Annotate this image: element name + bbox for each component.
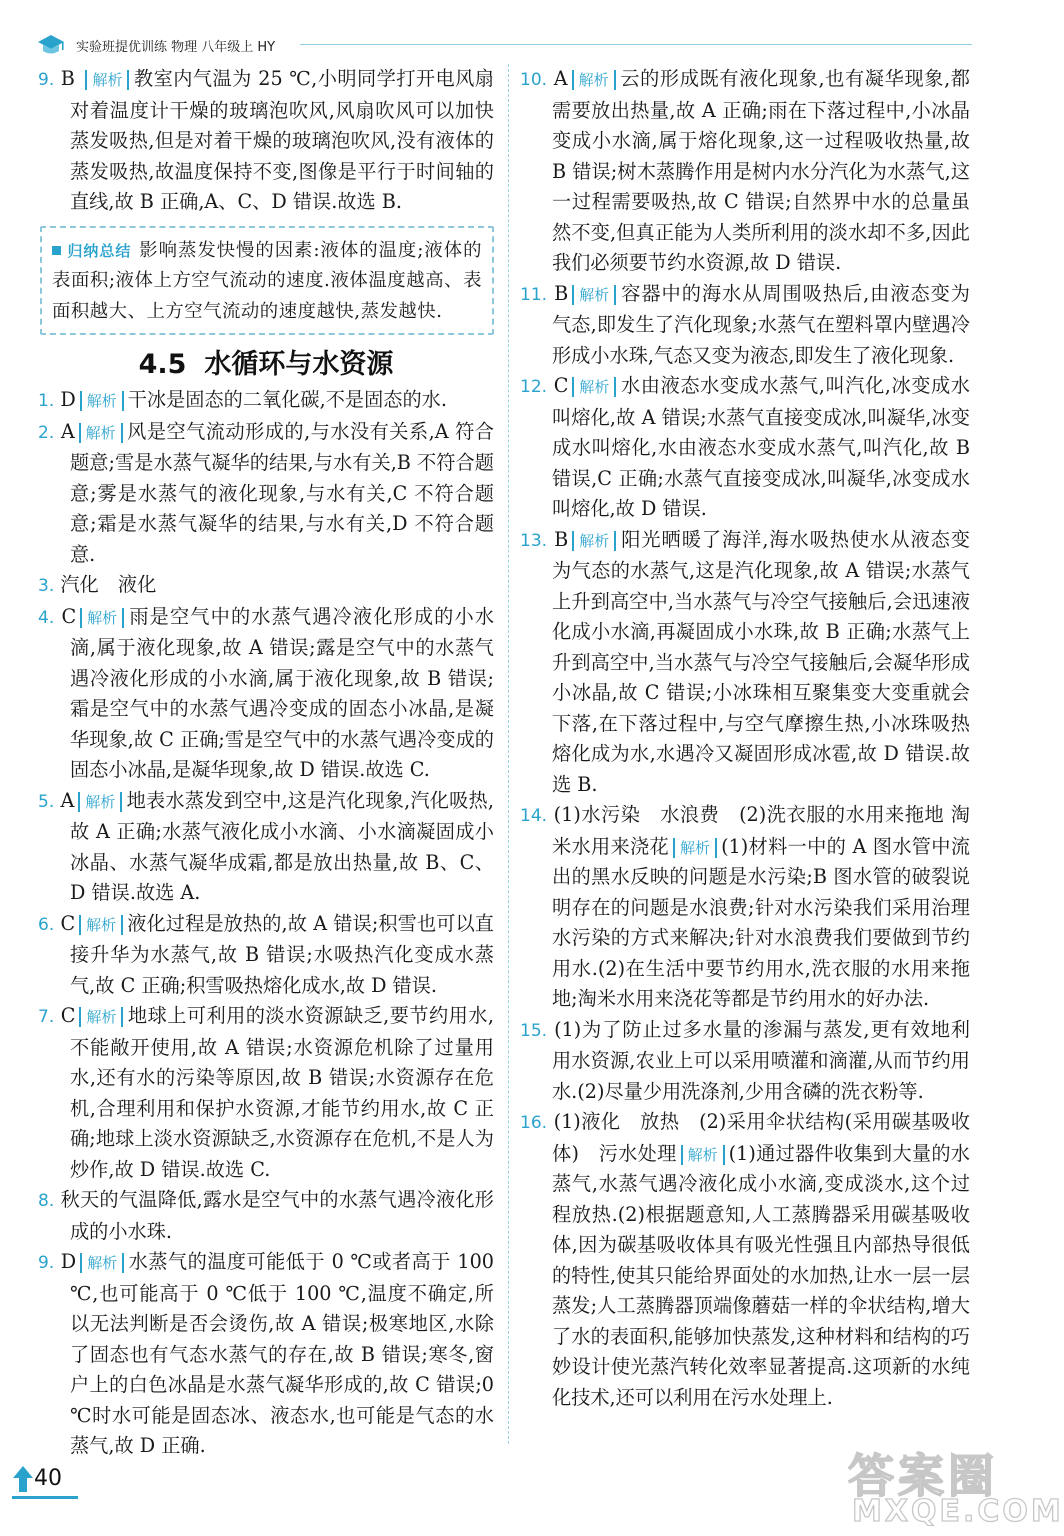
item-answer: B (554, 527, 569, 551)
item-answer: A (60, 788, 75, 812)
item-number: 6. (38, 914, 55, 935)
left-answer-list (38, 385, 494, 1462)
item-number: 14. (520, 806, 548, 826)
answer-item (38, 1185, 494, 1247)
analysis-tag: 解析 (80, 391, 124, 411)
page-number-text: 40 (34, 1466, 62, 1491)
page-arrow-icon (12, 1464, 34, 1494)
page-number (12, 1462, 76, 1498)
analysis-tag: 解析 (572, 285, 616, 305)
analysis-tag: 解析 (80, 1253, 124, 1273)
item-answer: B (554, 281, 569, 305)
answer-item (38, 909, 494, 1002)
answer-item (520, 1015, 970, 1108)
watermark (838, 1440, 1064, 1530)
analysis-tag: 解析 (572, 377, 616, 397)
answer-item (38, 385, 494, 417)
watermark-url: MXQE.COM (852, 1494, 1064, 1529)
item-answer: (1)为了防止过多水量的渗漏与蒸发,更有效地利用水资源,农业上可以采用喷灌和滴灌,从而节约用水.(2)尽量少用洗涤剂,少用含磷的洗衣粉等. (552, 1017, 970, 1103)
item-explanation: 教室内气温为 25 ℃,小明同学打开电风扇对着温度计干燥的玻璃泡吹风,风扇吹风可以加快蒸发吸热,但是对着干燥的玻璃泡吹风,没有液体的蒸发吸热,故温度保持不变,图像是平行于时间轴的直线,故 B 正确,A、C、D 错误.故选 B. (70, 67, 494, 213)
item-explanation: 地表水蒸发到空中,这是汽化现象,汽化吸热,故 A 正确;水蒸气液化成小水滴、小水滴凝固成小冰晶、水蒸气凝华成霜,都是放出热量,故 B、C、D 错误.故选 A. (70, 788, 495, 904)
item-explanation: (1)材料一中的 A 图水管中流出的黑水反映的问题是水污染;B 图水管的破裂说明存在的问题是水浪费;针对水污染我们采用治理水污染的方式来解决;针对水浪费我们要做到节约用水.(2)在生活中要节约用水,洗衣服的水用来拖地;淘米水用来浇花等都是节约用水的好办法. (552, 834, 971, 1010)
item-answer: 秋天的气温降低,露水是空气中的水蒸气遇冷液化形成的小水珠. (60, 1188, 494, 1243)
item-answer: B (60, 67, 75, 90)
item-explanation: (1)通过器件收集到大量的水蒸气,水蒸气遇冷液化成小水滴,变成淡水,这个过程放热.(2)根据题意知,人工蒸腾器采用碳基吸收体,因为碳基吸收体具有吸光性强且内部热导很低的特性,使其只能给界面处的水加热,让水一层一层蒸发;人工蒸腾器顶端像蘑菇一样的伞状结构,增大了水的表面积,能够加快蒸发,这种材料和结构的巧妙设计使光蒸汽转化效率显著提高.这项新的水纯化技术,还可以利用在污水处理上. (552, 1141, 970, 1409)
left-column (38, 64, 494, 1462)
answer-item (38, 64, 494, 218)
item-explanation: 水由液态水变成水蒸气,叫汽化,冰变成水叫熔化,故 A 错误;水蒸气直接变成冰,叫凝华,冰变成水叫熔化,水由液态水变成水蒸气,叫汽化,故 B 错误,C 正确;水蒸气直接变成冰,叫凝华,冰变成水叫熔化,故 D 错误. (552, 374, 970, 520)
item-number: 9. (38, 1253, 55, 1273)
analysis-tag: 解析 (572, 70, 616, 90)
summary-label: 归纳总结 (67, 241, 132, 260)
section-number: 4.5 (138, 349, 187, 380)
item-explanation: 容器中的海水从周围吸热后,由液态变为气态,即发生了汽化现象;水蒸气在塑料罩内壁遇冷形成小水珠,气态又变为液态,即发生了液化现象. (552, 281, 970, 367)
answer-item (520, 800, 970, 1015)
item-explanation: 阳光晒暖了海洋,海水吸热使水从液态变为气态的水蒸气,这是汽化现象,故 A 错误;水蒸气上升到高空中,当水蒸气与冷空气接触后,会迅速液化成小水滴,再凝固成小水珠,故 B 正确;水蒸气上升到高空中,当水蒸气与冷空气接触后,会凝华形成小冰晶,故 C 错误;小冰珠相互聚集变大变重就会下落,在下落过程中,与空气摩擦生热,小冰珠吸热熔化成为水,水遇冷又凝固形成冰雹,故 D 错误.故选 B. (552, 527, 970, 796)
page-header (32, 30, 972, 60)
item-number: 4. (38, 607, 55, 628)
summary-text: 影响蒸发快慢的因素:液体的温度;液体的表面积;液体上方空气流动的速度.液体温度越高、表面积越大、上方空气流动的速度越快,蒸发越快. (52, 239, 482, 322)
answer-item (38, 786, 494, 909)
column-divider (508, 64, 509, 1444)
answer-item (520, 371, 970, 525)
analysis-tag: 解析 (681, 1145, 725, 1165)
item-answer: C (553, 374, 569, 397)
item-answer: 汽化 液化 (60, 573, 157, 596)
item-answer: C (61, 604, 77, 628)
item-answer: D (60, 388, 76, 411)
analysis-tag: 解析 (572, 531, 616, 551)
item-number: 8. (38, 1191, 55, 1211)
section-name: 水循环与水资源 (204, 349, 394, 380)
answer-item (520, 1107, 970, 1413)
analysis-tag: 解析 (80, 608, 124, 628)
item-explanation: 地球上可利用的淡水资源缺乏,要节约用水,不能敞开使用,故 A 错误;水资源危机除了过量用水,还有水的污染等原因,故 B 错误;水资源存在危机,合理利用和保护水资源,才能节约用水,故 C 正确;地球上淡水资源缺乏,水资源存在危机,不是人为炒作,故 D 错误.故选 C. (70, 1004, 494, 1181)
item-answer: C (60, 1004, 76, 1027)
section-title (38, 345, 494, 385)
analysis-tag: 解析 (79, 1007, 123, 1027)
item-explanation: 风是空气流动形成的,与水没有关系,A 符合题意;雪是水蒸气凝华的结果,与水有关,B 不符合题意;雾是水蒸气的液化现象,与水有关,C 不符合题意;霜是水蒸气凝华的结果,与水有关,D 不符合题意. (70, 419, 494, 566)
item-answer: A (60, 419, 75, 443)
answer-item (38, 1247, 494, 1462)
square-bullet-icon (52, 246, 61, 255)
right-answer-list (520, 64, 970, 1413)
item-number: 1. (38, 391, 55, 411)
item-answer: D (60, 1250, 77, 1273)
item-number: 9. (38, 70, 55, 90)
book-logo-icon (36, 32, 66, 58)
item-number: 12. (520, 377, 548, 397)
answer-item (38, 417, 494, 571)
item-answer: (1)液化 放热 (2)采用伞状结构(采用碳基吸收体) 污水处理 (552, 1110, 970, 1165)
analysis-tag: 解析 (79, 915, 123, 935)
item-number: 16. (520, 1113, 548, 1133)
item-number: 13. (520, 530, 548, 551)
answer-item (520, 525, 970, 801)
item-number: 2. (38, 422, 55, 443)
page-number-underline (12, 1496, 78, 1499)
item-number: 15. (520, 1020, 548, 1041)
item-answer: A (553, 67, 568, 90)
item-number: 5. (38, 791, 55, 812)
item-answer: (1)水污染 水浪费 (2)洗衣服的水用来拖地 淘米水用来浇花 (552, 803, 970, 858)
summary-box (40, 226, 494, 336)
answer-item (38, 602, 494, 786)
item-number: 10. (520, 70, 548, 90)
analysis-tag: 解析 (78, 792, 122, 812)
item-explanation: 云的形成既有液化现象,也有凝华现象,都需要放出热量,故 A 正确;雨在下落过程中,小冰晶变成小水滴,属于熔化现象,这一过程吸收热量,故 B 错误;树木蒸腾作用是树内水分汽化为水蒸气,这一过程需要吸热,故 C 错误;自然界中水的总量虽然不变,但真正能为人类所利用的淡水却不多,因此我们必须要节约水资源,故 D 错误. (552, 67, 970, 274)
item-number: 7. (38, 1007, 55, 1027)
item-explanation: 干冰是固态的二氧化碳,不是固态的水. (127, 388, 447, 411)
analysis-tag: 解析 (85, 70, 129, 90)
item-explanation: 液化过程是放热的,故 A 错误;积雪也可以直接升华为水蒸气,故 B 错误;水吸热汽化变成水蒸气,故 C 正确;积雪吸热熔化成水,故 D 错误. (70, 911, 494, 997)
answer-item (520, 279, 970, 372)
header-rule (300, 44, 972, 45)
book-title: 实验班提优训练 物理 八年级上 HY (76, 40, 276, 55)
watermark-logo-text: 答案圈 (848, 1449, 998, 1503)
analysis-tag: 解析 (673, 838, 717, 858)
item-explanation: 水蒸气的温度可能低于 0 ℃或者高于 100 ℃,也可能高于 0 ℃低于 100 ℃,温度不确定,所以无法判断是否会烫伤,故 A 错误;极寒地区,水除了固态也有气态水蒸气的存在,故 B 错误;寒冬,窗户上的白色冰晶是水蒸气凝华形成的,故 C 错误;0 ℃时水可能是固态冰、液态水,也可能是气态的水蒸气,故 D 正确. (70, 1250, 494, 1457)
answer-item (520, 64, 970, 279)
item-number: 3. (38, 576, 55, 596)
answer-item (38, 570, 494, 602)
answer-item (38, 1001, 494, 1185)
right-column (520, 64, 970, 1413)
analysis-tag: 解析 (79, 423, 123, 443)
item-answer: C (60, 911, 76, 935)
item-explanation: 雨是空气中的水蒸气遇冷液化形成的小水滴,属于液化现象,故 A 错误;露是空气中的水蒸气遇冷液化形成的小水滴,属于液化现象,故 B 错误;霜是空气中的水蒸气遇冷变成的固态小冰晶,是凝华现象,故 C 正确;雪是空气中的水蒸气遇冷变成的固态小冰晶,是凝华现象,故 D 错误.故选 C. (70, 604, 495, 781)
item-number: 11. (520, 284, 548, 305)
